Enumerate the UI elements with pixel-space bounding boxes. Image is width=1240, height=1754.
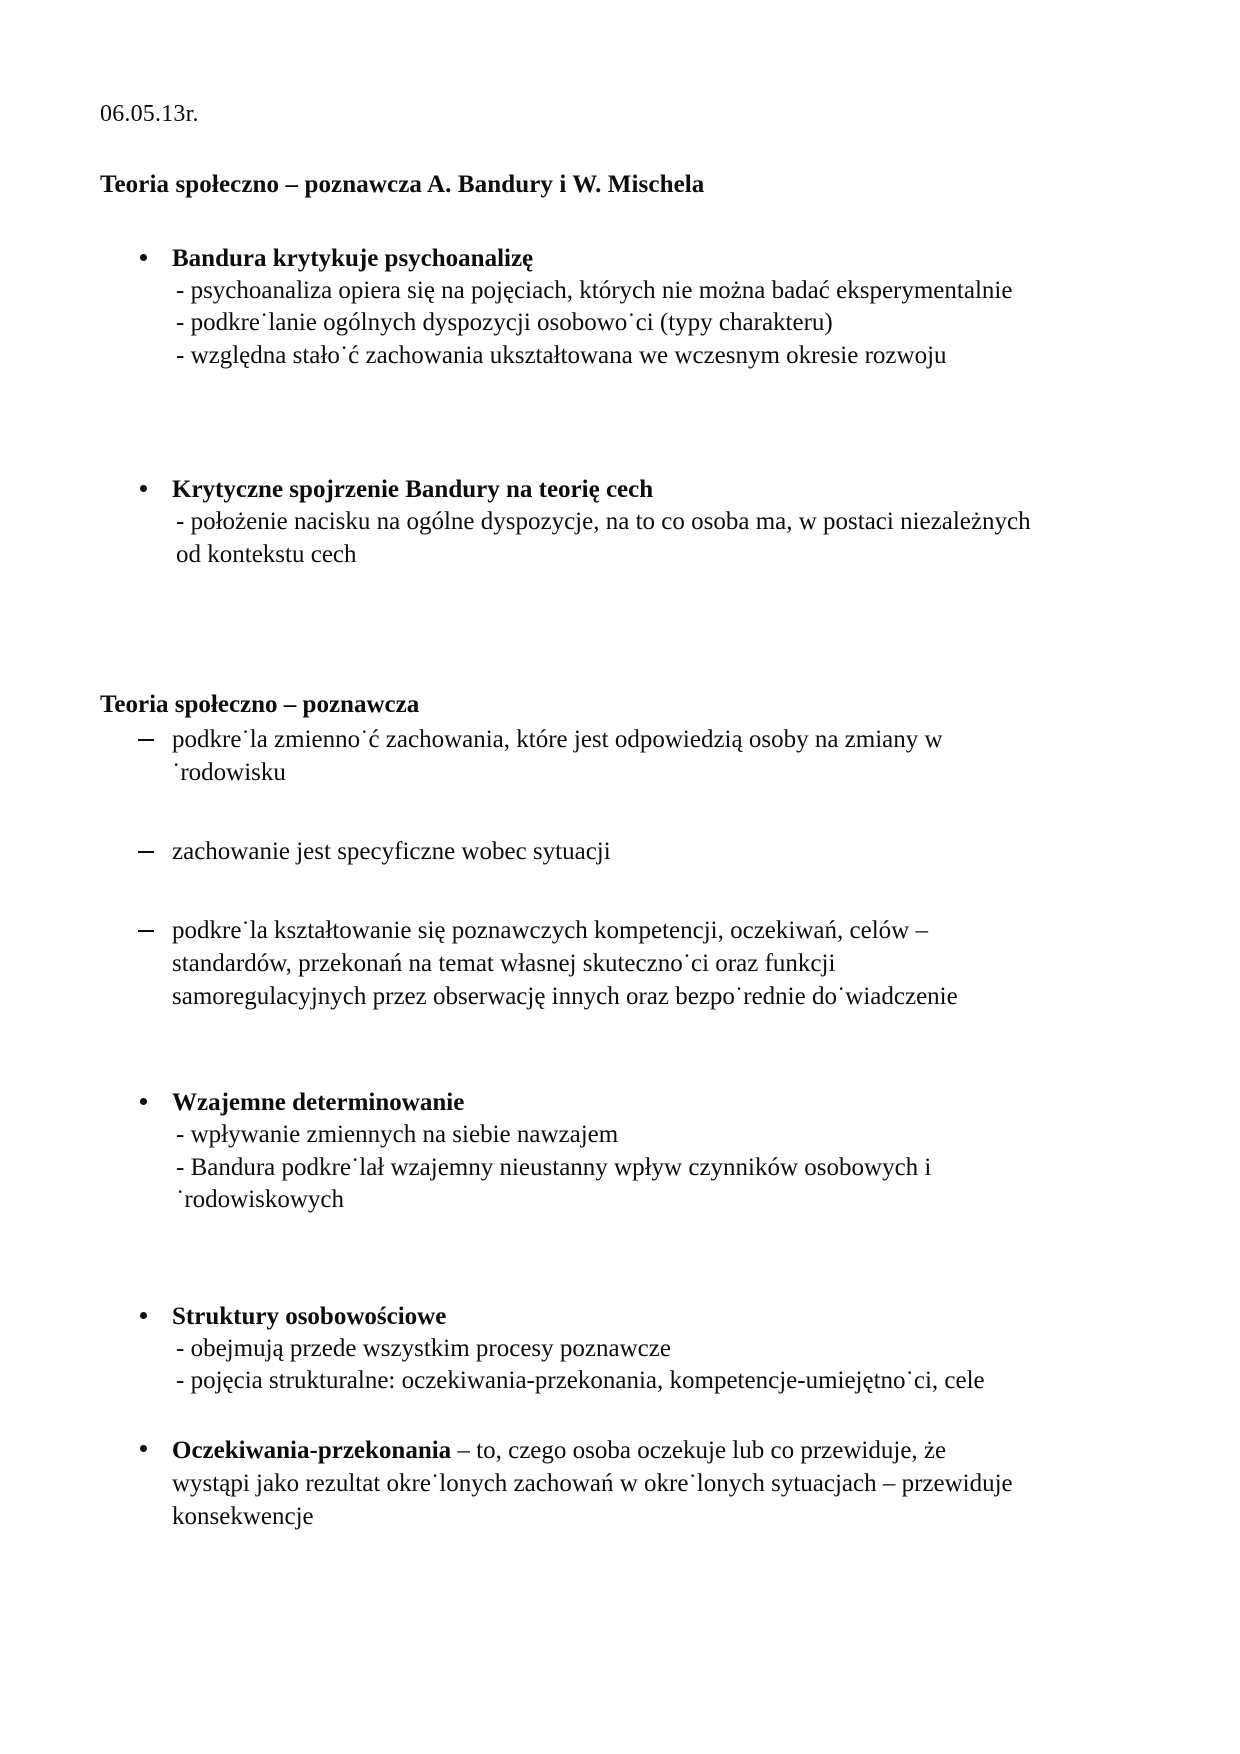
dash-line: zachowanie jest specyficzne wobec sytuacji bbox=[172, 838, 611, 866]
bullet-sub-line: - względna stało˙ć zachowania ukształtowana we wczesnym okresie rozwoju bbox=[176, 341, 947, 369]
vertical-spacer bbox=[100, 589, 1120, 673]
bullet-sub-line: - położenie nacisku na ogólne dyspozycje, na to co osoba ma, w postaci niezależnych bbox=[176, 508, 1031, 536]
vertical-spacer bbox=[100, 1021, 1120, 1087]
bullet-title: Oczekiwania-przekonania bbox=[172, 1436, 452, 1464]
en-dash-icon bbox=[138, 851, 154, 853]
dash-line: standardów, przekonań na temat własnej skuteczno˙ci oraz funkcji bbox=[172, 950, 836, 978]
bullet-sub-line: wystąpi jako rezultat okre˙lonych zachowań w okre˙lonych sytuacjach – przewiduje bbox=[172, 1469, 1013, 1497]
bullet-sub-line: - podkre˙lanie ogólnych dyspozycji osobowo˙ci (typy charakteru) bbox=[176, 309, 833, 337]
bullet-sub-line: - Bandura podkre˙lał wzajemny nieustanny wpływ czynników osobowych i bbox=[176, 1153, 932, 1181]
bullet-title: Bandura krytykuje psychoanalizę bbox=[172, 244, 534, 272]
bullet-disc-icon bbox=[140, 254, 147, 261]
en-dash-icon bbox=[138, 739, 154, 741]
dash-line: ˙rodowisku bbox=[172, 759, 286, 787]
bullet-item-wzajemne-determinowanie bbox=[100, 1087, 1120, 1217]
bullet-title-rest: – to, czego osoba oczekuje lub co przewiduje, że bbox=[451, 1436, 947, 1464]
en-dash-icon bbox=[138, 930, 154, 932]
dash-item-zachowanie-specyficzne bbox=[100, 835, 1120, 868]
bullet-disc-icon bbox=[140, 1312, 147, 1319]
section-heading: Teoria społeczno – poznawcza bbox=[100, 691, 420, 719]
bullet-title: Wzajemne determinowanie bbox=[172, 1089, 465, 1117]
dash-line: podkre˙la kształtowanie się poznawczych kompetencji, oczekiwań, celów – bbox=[172, 917, 928, 945]
bullet-sub-line: - pojęcia strukturalne: oczekiwania-przekonania, kompetencje-umiejętno˙ci, cele bbox=[176, 1367, 985, 1395]
dash-line: samoregulacyjnych przez obserwację innych oraz bezpo˙rednie do˙wiadczenie bbox=[172, 983, 958, 1011]
bullet-disc-icon bbox=[140, 1445, 147, 1452]
bullet-title: Krytyczne spojrzenie Bandury na teorię cech bbox=[172, 476, 654, 504]
document-date: 06.05.13r. bbox=[100, 101, 199, 127]
bullet-sub-line: - psychoanaliza opiera się na pojęciach, których nie można badać eksperymentalnie bbox=[176, 276, 1013, 304]
bullet-sub-line: konsekwencje bbox=[172, 1502, 314, 1530]
bullet-disc-icon bbox=[140, 1098, 147, 1105]
bullet-item-oczekiwania-przekonania bbox=[100, 1434, 1120, 1533]
page-title: Teoria społeczno – poznawcza A. Bandury i W. Mischela bbox=[100, 170, 705, 198]
vertical-spacer bbox=[100, 1235, 1120, 1301]
vertical-spacer bbox=[100, 390, 1120, 474]
bullet-item-bandura-krytykuje bbox=[100, 243, 1120, 373]
bullet-sub-line: - obejmują przede wszystkim procesy poznawcze bbox=[176, 1334, 671, 1362]
vertical-spacer bbox=[100, 876, 1120, 914]
bullet-item-struktury-osobowosciowe bbox=[100, 1301, 1120, 1398]
dash-item-podkresla-ksztaltowanie bbox=[100, 914, 1120, 1013]
bullet-disc-icon bbox=[140, 485, 147, 492]
dash-item-podkresla-zmiennosc bbox=[100, 723, 1120, 789]
dash-line: podkre˙la zmienno˙ć zachowania, które jest odpowiedzią osoby na zmiany w bbox=[172, 726, 943, 754]
vertical-spacer bbox=[100, 797, 1120, 835]
bullet-item-krytyczne-spojrzenie bbox=[100, 474, 1120, 571]
bullet-sub-line: - wpływanie zmiennych na siebie nawzajem bbox=[176, 1121, 619, 1149]
bullet-title: Struktury osobowościowe bbox=[172, 1302, 447, 1330]
bullet-sub-line: od kontekstu cech bbox=[176, 540, 357, 568]
vertical-spacer bbox=[100, 673, 1120, 691]
bullet-mixed-line bbox=[172, 1434, 1120, 1467]
vertical-spacer bbox=[100, 1416, 1120, 1434]
bullet-sub-line: ˙rodowiskowych bbox=[176, 1186, 345, 1214]
